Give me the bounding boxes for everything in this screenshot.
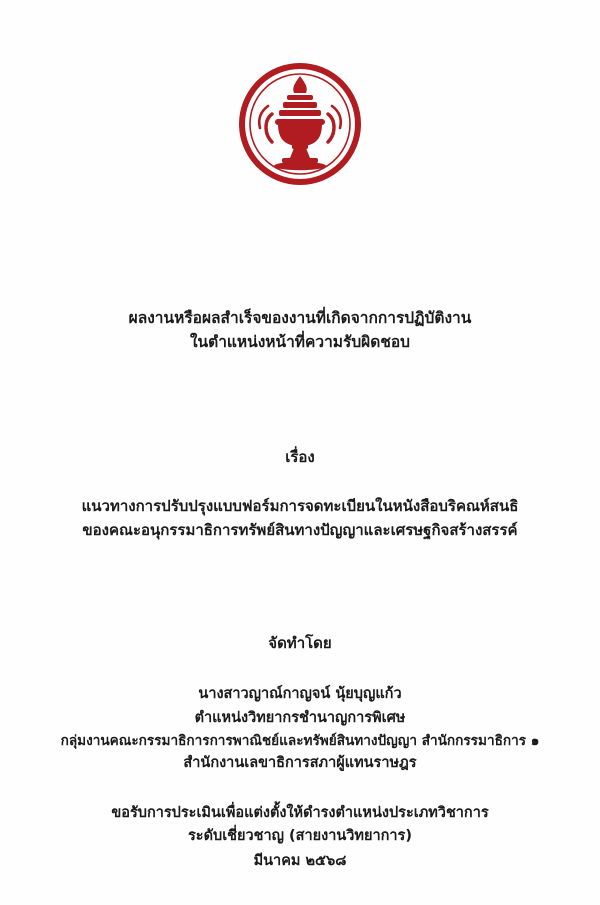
title-line-1: ผลงานหรือผลสำเร็จของงานที่เกิดจากการปฏิบัติงาน [128, 309, 472, 327]
subject-line-2: ของคณะอนุกรรมาธิการทรัพย์สินทางปัญญาและเศรษฐกิจสร้างสรรค์ [82, 520, 518, 539]
page-title [40, 306, 560, 354]
document-date: มีนาคม ๒๕๖๘ [253, 853, 347, 870]
author-division: กลุ่มงานคณะกรรมาธิการการพาณิชย์และทรัพย์สินทางปัญญา สำนักกรรมาธิการ ๑ [60, 733, 540, 749]
author-name: นางสาวญาณ์กาญจน์ นุ้ยบุญแก้ว [198, 686, 402, 703]
purpose-line-1: ขอรับการประเมินเพื่อแต่งตั้งให้ดำรงตำแหน่งประเภทวิชาการ [111, 804, 489, 821]
purpose-line-2: ระดับเชี่ยวชาญ (สายงานวิทยาการ) [188, 827, 412, 844]
subject-label: เรื่อง [285, 448, 315, 467]
author-position: ตำแหน่งวิทยากรชำนาญการพิเศษ [194, 709, 406, 726]
author-label: จัดทำโดย [268, 633, 332, 652]
emblem-container [238, 62, 362, 186]
subject-text [40, 495, 560, 542]
author-details [40, 683, 560, 775]
title-line-2: ในตำแหน่งหน้าที่ความรับผิดชอบ [189, 333, 410, 352]
author-organization: สำนักงานเลขาธิการสภาผู้แทนราษฎร [183, 755, 417, 772]
subject-line-1: แนวทางการปรับปรุงแบบฟอร์มการจดทะเบียนในหนังสือบริคณห์สนธิ [81, 497, 519, 516]
thai-parliament-emblem-icon [238, 62, 362, 186]
purpose-text [40, 802, 560, 849]
